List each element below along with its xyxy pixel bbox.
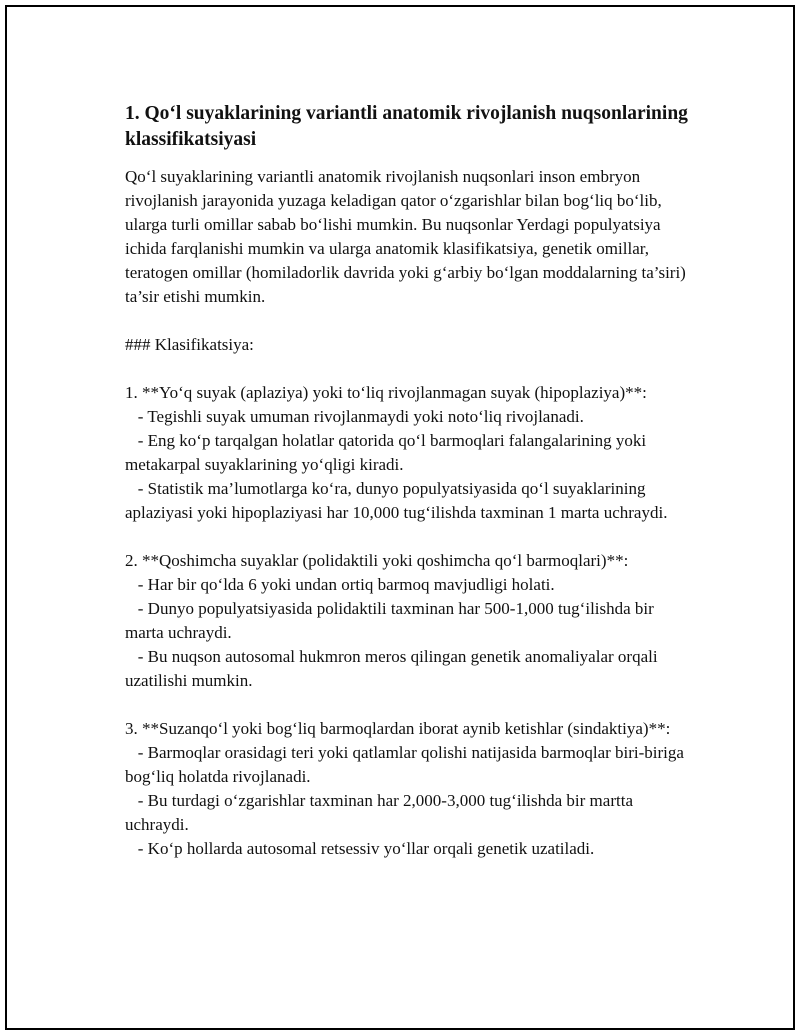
list-item-point: - Har bir qo‘lda 6 yoki undan ortiq barmoq mavjudligi holati. [125,575,555,594]
section-heading: ### Klasifikatsiya: [125,335,254,354]
list-item-title: 1. **Yo‘q suyak (aplaziya) yoki to‘liq rivojlanmagan suyak (hipoplaziya)**: [125,383,647,402]
list-item-point: - Tegishli suyak umuman rivojlanmaydi yoki noto‘liq rivojlanadi. [125,407,584,426]
list-item-point: - Bu turdagi o‘zgarishlar taxminan har 2,000-3,000 tug‘ilishda bir martta uchraydi. [125,791,638,834]
list-item-title: 3. **Suzanqo‘l yoki bog‘liq barmoqlardan iborat aynib ketishlar (sindaktiya)**: [125,719,671,738]
list-item-point: - Dunyo populyatsiyasida polidaktili taxminan har 500-1,000 tug‘ilishda bir marta uchraydi. [125,599,659,642]
list-item [125,717,695,861]
spacer [125,693,695,717]
document-body [125,101,695,861]
page-frame [5,5,795,1030]
intro-paragraph: Qo‘l suyaklarining variantli anatomik rivojlanish nuqsonlari inson embryon rivojlanish jarayonida yuzaga keladigan qator o‘zgarishlar bilan bog‘liq bo‘lib, ularga turli omillar sabab bo‘lishi mumkin. Bu nuqsonlar Yerdagi populyatsiya ichida farqlanishi mumkin va ularga anatomik klasifikatsiya, genetik omillar, teratogen omillar (homiladorlik davrida yoki g‘arbiy bo‘lgan moddalarning ta’siri) ta’sir etishi mumkin. [125,167,686,306]
list-item [125,549,695,693]
spacer [125,309,695,333]
list-item-point: - Barmoqlar orasidagi teri yoki qatlamlar qolishi natijasida barmoqlar biri-biriga bog‘liq holatda rivojlanadi. [125,743,689,786]
list-item-point: - Eng ko‘p tarqalgan holatlar qatorida qo‘l barmoqlari falangalarining yoki metakarpal suyaklarining yo‘qligi kiradi. [125,431,651,474]
list-item [125,381,695,525]
list-item-point: - Ko‘p hollarda autosomal retsessiv yo‘llar orqali genetik uzatiladi. [125,839,595,858]
spacer [125,357,695,381]
document-title: 1. Qo‘l suyaklarining variantli anatomik rivojlanish nuqsonlarining klassifikatsiyasi [125,103,688,150]
list-item-point: - Bu nuqson autosomal hukmron meros qilingan genetik anomaliyalar orqali uzatilishi mumkin. [125,647,662,690]
spacer [125,525,695,549]
list-item-title: 2. **Qoshimcha suyaklar (polidaktili yoki qoshimcha qo‘l barmoqlari)**: [125,551,629,570]
list-item-point: - Statistik ma’lumotlarga ko‘ra, dunyo populyatsiyasida qo‘l suyaklarining aplaziyasi yoki hipoplaziyasi har 10,000 tug‘ilishda taxminan 1 marta uchraydi. [125,479,668,522]
